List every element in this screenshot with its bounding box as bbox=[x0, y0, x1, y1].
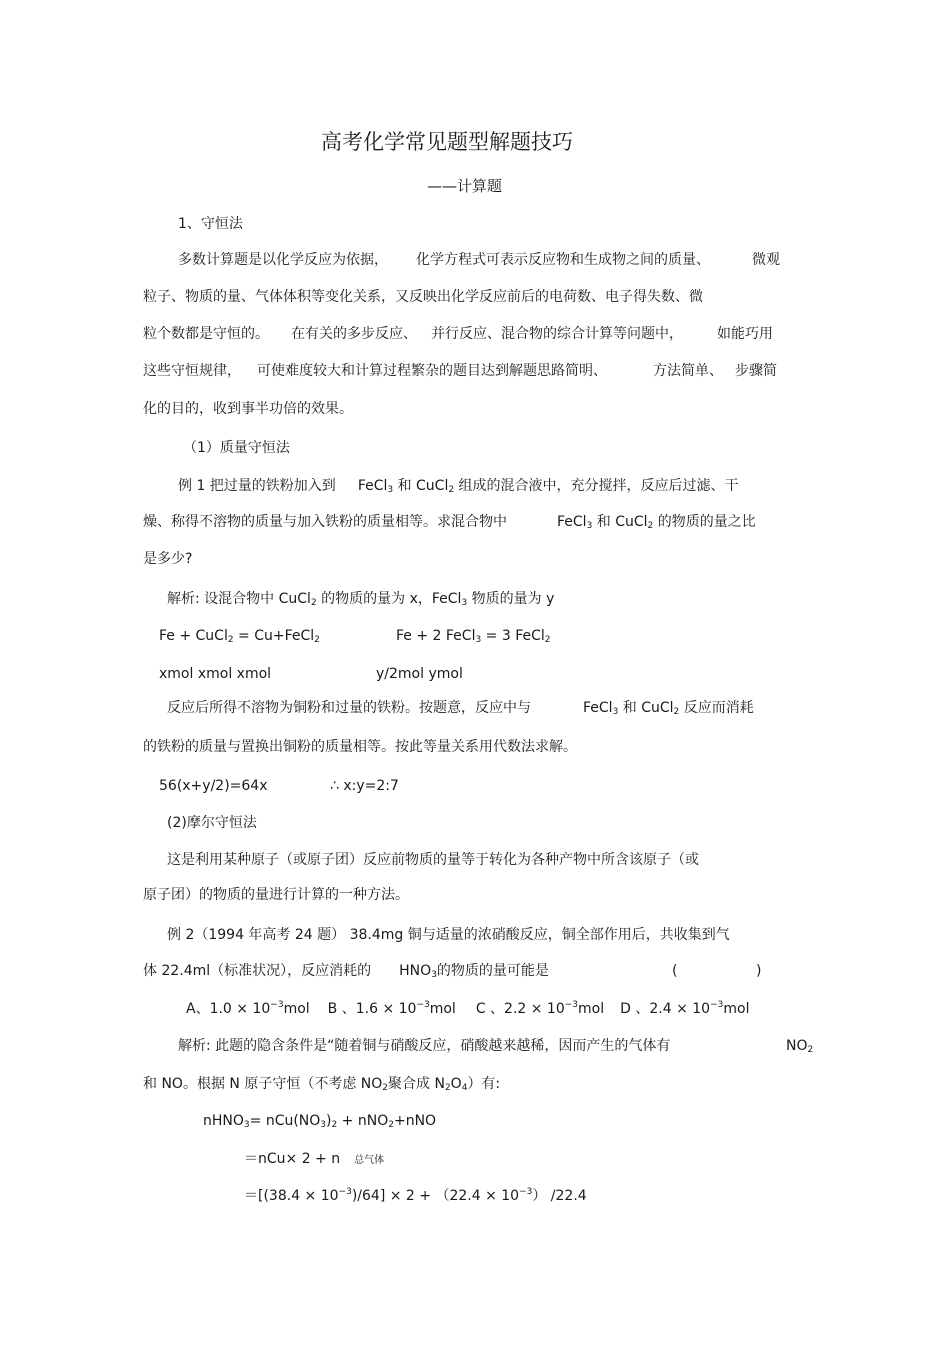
paragraph-line: 粒子、物质的量、气体体积等变化关系，又反映出化学反应前后的电荷数、电子得失数、微 bbox=[143, 289, 703, 305]
solution-2-line-1: 解析: 此题的隐含条件是“随着铜与硝酸反应，硝酸越来越稀，因而产生的气体有 bbox=[178, 1038, 671, 1054]
paragraph-line: 原子团）的物质的量进行计算的一种方法。 bbox=[143, 887, 409, 903]
equation-nitrogen-balance: nHNO$_3$= $nCu(NO_3)_2 + nNO_2+nNO$ bbox=[203, 1113, 437, 1130]
solution-1-intro: 解析: 设混合物中 CuCl$_2$ 的物质的量为 x，FeCl$_3$ 物质的量为 y bbox=[167, 591, 555, 608]
option-c: C 、$2.2 \times 10^{-3}mol$ bbox=[475, 1000, 605, 1017]
equation-algebra: 56(x+y/2)=64x bbox=[159, 778, 268, 794]
answer-bracket-open: ( bbox=[672, 963, 678, 979]
solution-2-no2: $NO_2$ bbox=[786, 1038, 814, 1055]
example-2-line-2: 体 22.4ml（标准状况），反应消耗的 $HNO_3$的物质的量可能是 bbox=[143, 963, 549, 980]
solution-1-line: 的铁粉的质量与置换出铜粉的质量相等。按此等量关系用代数法求解。 bbox=[143, 739, 577, 755]
example-2-line-1: 例 2（1994 年高考 24 题） 38.4mg 铜与适量的浓硝酸反应，铜全部作用后，共收集到气 bbox=[167, 927, 730, 943]
answer-bracket-close: ) bbox=[756, 963, 762, 979]
mole-row-1: xmol xmol xmol bbox=[159, 666, 272, 682]
example-1-line-3: 是多少? bbox=[143, 551, 193, 567]
solution-1-line: 反应后所得不溶物为铜粉和过量的铁粉。按题意，反应中与 FeCl$_3$ 和 CuCl$_2$ 反应而消耗 bbox=[167, 700, 754, 717]
paragraph-line: 粒个数都是守恒的。 在有关的多步反应、 并行反应、混合物的综合计算等问题中， 如能巧用 bbox=[143, 326, 773, 342]
option-b: B 、$1.6 \times 10^{-3}mol$ bbox=[327, 1000, 456, 1017]
section-heading-conservation: 1、守恒法 bbox=[178, 216, 243, 232]
equation-result: ∴ x:y=2:7 bbox=[330, 778, 399, 794]
example-1-line-2: 燥、称得不溶物的质量与加入铁粉的质量相等。求混合物中 FeCl$_3$ 和 CuCl$_2$ 的物质的量之比 bbox=[143, 514, 756, 531]
equation-fe-cucl2: Fe + CuCl$_2$ = Cu+FeCl$_2$ bbox=[159, 628, 320, 645]
paragraph-line: 化的目的，收到事半功倍的效果。 bbox=[143, 401, 353, 417]
equation-step-3: $=[(38.4 \times 10^{-3})/64] \times 2 + (22.4 \times 10^{-3})$ /22.4 bbox=[244, 1187, 587, 1204]
option-d: D 、$2.4 \times 10^{-3}mol$ bbox=[620, 1000, 750, 1017]
section-heading-mass-conservation: （1）质量守恒法 bbox=[183, 440, 290, 456]
paragraph-line: 这些守恒规律， 可使难度较大和计算过程繁杂的题目达到解题思路简明、 方法简单、 步骤简 bbox=[143, 363, 777, 379]
answer-options bbox=[186, 1000, 749, 1018]
solution-2-line-2: 和 NO。根据 N 原子守恒（不考虑 $NO_2$聚合成 $N_2O_4$）有: bbox=[143, 1076, 501, 1093]
paragraph-line: 多数计算题是以化学反应为依据， 化学方程式可表示反应物和生成物之间的质量、 微观 bbox=[178, 252, 780, 268]
section-heading-mole-conservation: (2)摩尔守恒法 bbox=[167, 815, 257, 831]
paragraph-line: 这是利用某种原子（或原子团）反应前物质的量等于转化为各种产物中所含该原子（或 bbox=[167, 852, 699, 868]
option-a: A、$1.0 \times 10^{-3}mol$ bbox=[186, 1000, 310, 1017]
document-subtitle: ——计算题 bbox=[427, 177, 503, 195]
equation-step-2: ＝nCu× 2 + n 总气体 bbox=[244, 1151, 385, 1167]
equation-fe-fecl3: Fe + 2 FeCl$_3$ = 3 FeCl$_2$ bbox=[396, 628, 551, 645]
example-1-line-1: 例 1 把过量的铁粉加入到 FeCl$_3$ 和 CuCl$_2$ 组成的混合液中，充分搅拌，反应后过滤、干 bbox=[178, 478, 739, 495]
document-title: 高考化学常见题型解题技巧 bbox=[321, 130, 573, 154]
mole-row-2: y/2mol ymol bbox=[376, 666, 463, 682]
